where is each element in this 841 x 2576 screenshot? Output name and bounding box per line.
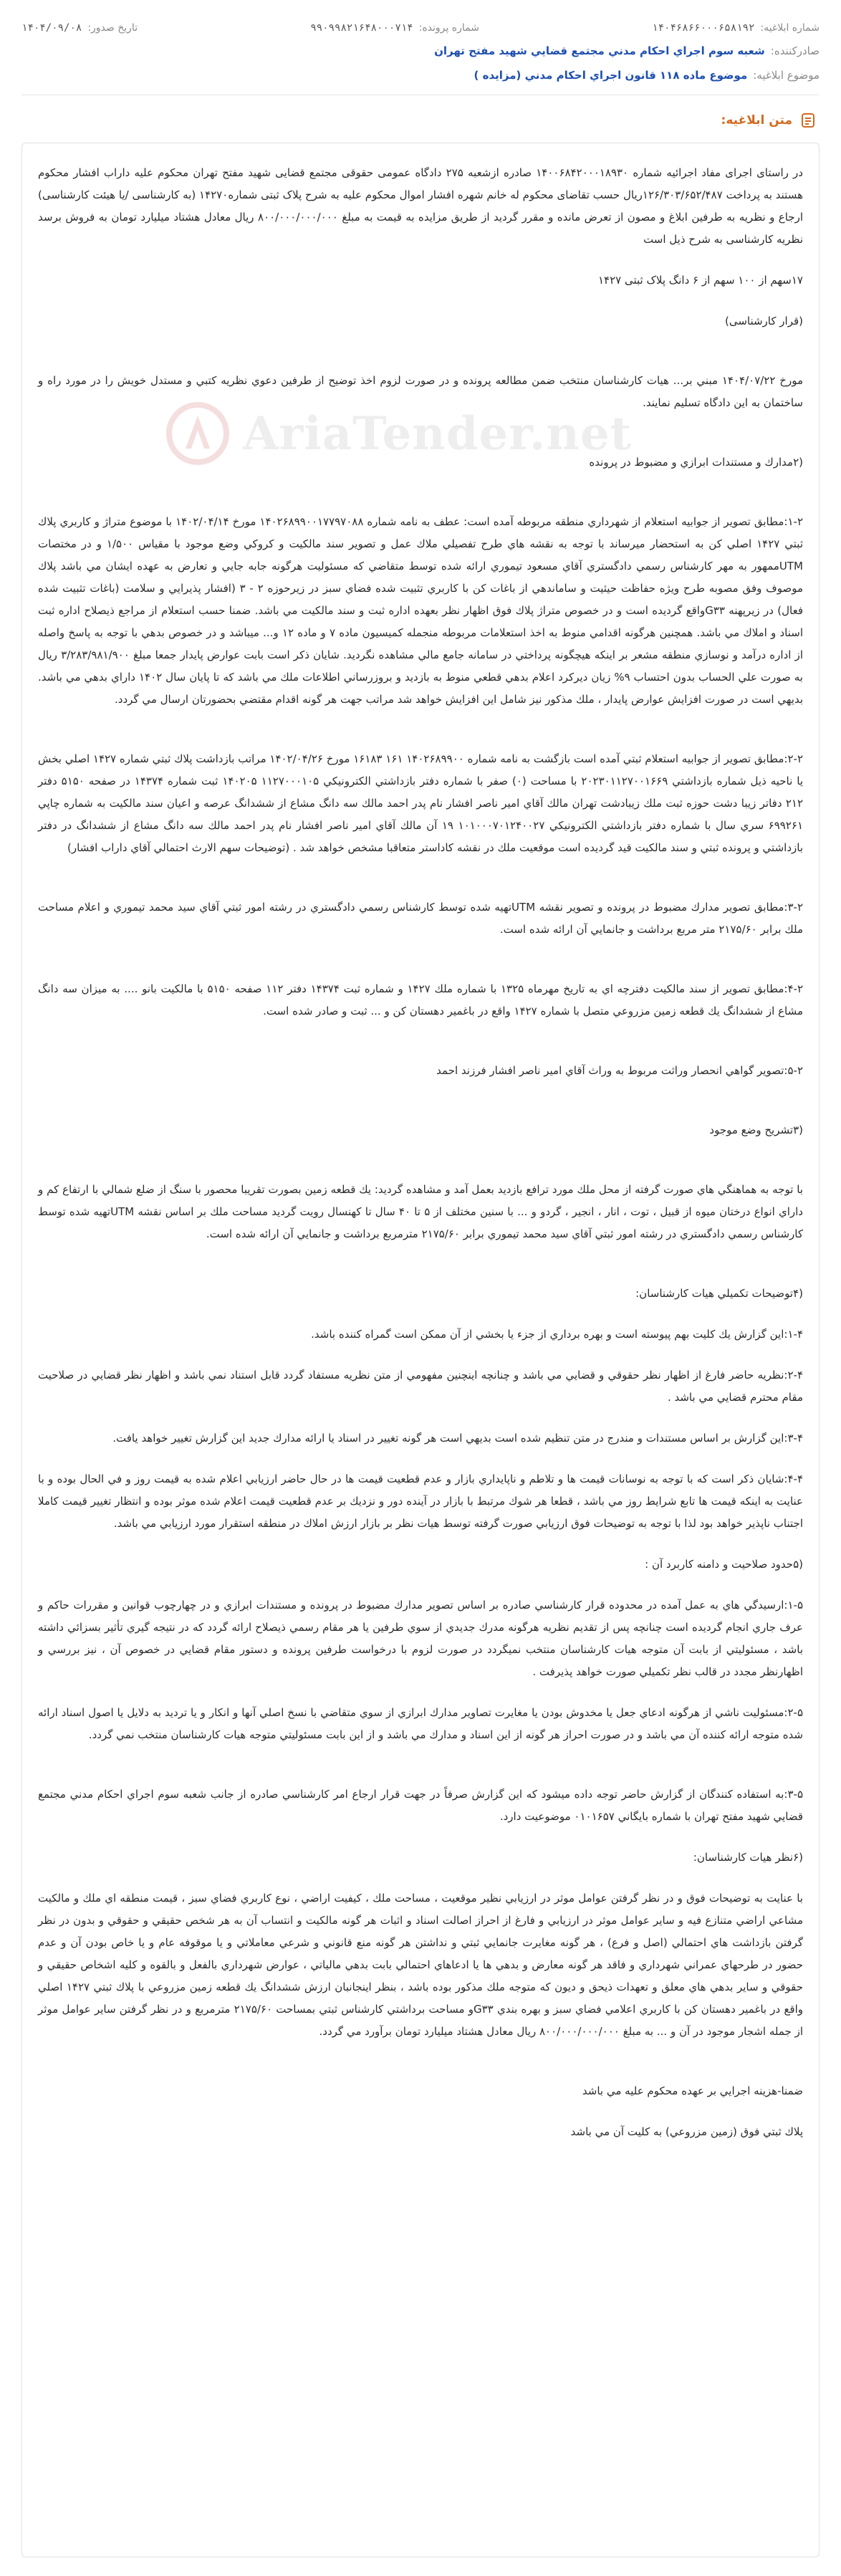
body-paragraph-19: ۱-۵:ارسيدگي هاي به عمل آمده در محدوده قرار كارشناسي صادره بر اساس تصوير مدارك مضبوط در پرونده و مستندات ابرازي و در چهارچوب قوانين و مقررات حاكم و عرف جاري انجام گرديده است چنانچه پس از تقديم نظريه هرگونه مدرك جديدي از سوي طرفين يا هر مقام رسمي ذيصلاح ارائه گردد كه در نتيجه گيري تأثير بسزائي داشته باشد ، مسئوليتي از بابت آن متوجه هيات كارشناسان منتخب نميگردد در صورت لزوم با درخواست طرفين پرونده و دستور مقام قضايي در خصوص آن ، نيز بررسي و اظهارنظر مجدد در قالب نظر تكميلي صورت خواهد پذيرفت . — [38, 1599, 803, 1678]
notice-content — [21, 143, 820, 2557]
subject-row — [21, 63, 820, 87]
issue-date — [21, 22, 138, 34]
body-paragraph-2: ۱۷سهم از ۱۰۰ سهم از ۶ دانگ پلاک ثبتی ۱۴۲۷ — [597, 274, 803, 287]
body-paragraph-23: با عنايت به توضيحات فوق و در نظر گرفتن عوامل موثر در ارزيابي نظير موقعيت ، مساحت ملك ، كيفيت اراضي ، نوع كاربري فضاي سبز ، قيمت منطقه اي ملك و مالكيت مشاعي اراضي متنازع فيه و ساير عوامل موثر در ارزيابي و فارغ از احراز اصالت اسناد و اثبات هر گونه مالكيت و انتساب آن به هر شخص حقيقي و حقوقي و بدون در نظر گرفتن بازداشت هاي احتمالي (اصل و فرع) ، هر گونه مغايرت جانمايي ثبتي و نداشتن هر گونه منع قانوني و شرعي معاملاتي و يا موقوفه عام و يا خاص بودن آن و عدم حضور در طرحهاي عمراني شهرداري و فاقد هر گونه معارض و بدهي ها يا ادعاهاي احتمالي بابت بدهي مالياتي ، عوارض شهرداري بالفعل و بالقوه و كليه اشخاص حقيقي و حقوقي و ساير بدهي هاي معلق و تعهدات ذيحق و ديون كه متوجه ملك مذكور بوده باشد ، بنظر اينجانبان ارزش ششدانگ يك قطعه زمين مزروعي با پلاك ثبتي ۱۴۲۷ اصلي واقع در باغمير دهستان كن با كاربري اعلامي فضاي سبز و بهره بندي G۳۳و مساحت برداشتي كارشناس ثبتي بمساحت ۲۱۷۵/۶۰ مترمربع و در نظر گرفتن ساير عوامل موثر از جمله اشجار موجود در آن و ... به مبلغ ۸۰۰/۰۰۰/۰۰۰/۰۰۰ ريال معادل هشتاد ميليارد تومان برآورد مي گردد. — [38, 1892, 803, 2038]
body-paragraph-16: ۳-۴:اين گزارش بر اساس مستندات و مندرج در متن تنظيم شده است بديهي است هر گونه تغيير در اسناد يا ارائه مدارك جديد اين گزارش تغيير خواهد يافت. — [112, 1432, 803, 1445]
issue-date-value: ۱۴۰۴/۰۹/۰۸ — [21, 22, 82, 34]
section-heading-opinion: (۶نظر هيات كارشناسان: — [693, 1851, 803, 1864]
section-heading-order: (قرار کارشناسی) — [724, 315, 803, 327]
section-heading-status: (۳تشريح وضع موجود — [709, 1124, 803, 1136]
body-paragraph-24: ضمنا-هزينه اجرايي بر عهده محكوم عليه مي باشد — [582, 2084, 803, 2097]
subject-label: موضوع ابلاغیه: — [753, 69, 820, 82]
case-number — [310, 22, 479, 34]
notice-number — [652, 22, 820, 34]
body-paragraph-6: ۱-۲:مطابق تصوير از جوابيه استعلام از شهرداري منطقه مربوطه آمده است: عطف به نامه شماره ۱۴۰۲۶۸۹۹۰۰۱۷۷۹۷۰۸۸ مورخ ۱۴۰۲/۰۴/۱۴ با موضوع متراژ و كاربري پلاك ثبتي ۱۴۲۷ اصلي كن به استحضار ميرساند با توجه به نقشه هاي طرح تفصيلي ملاك عمل و تصوير سند مالكيت و كروكي وضع موجود با مقياس ۱/۵۰۰ و در مختصات UTMممهور به مهر كارشناس رسمي دادگستري آقاي مسعود تيموري ارائه شده توسط متقاضي كه مسئوليت هرگونه جابه جايي و تعارض به عهده ايشان مي باشد پلاك موصوف وفق مصوبه طرح ويژه حفاظت حيثيت و ساماندهي از باغات كن با كاربري تثبيت شده فضاي سبز در زيرحوزه ۲ - ۳ (افشار پذيرايي و سلامت (باغات تثبيت شده فعال) در زيرپهنه G۳۳واقع گرديده است و در خصوص متراژ پلاك فوق اظهار نظر بعهده اداره ثبت و سند مالكيت مي باشد. ضمنا حسب استعلام از مراجع ذيصلاح اداره ثبت اسناد و املاك مي باشد. همچنين هرگونه اقدامي منوط به اخذ استعلامات مربوطه منجمله كميسيون ماده ۷ و ماده ۱۲ و... ميباشد و در خصوص بدهي با توجه به پاسخ واصله از اداره درآمد و نوسازي منطقه مشعر بر اينكه هيچگونه پرداختي در سامانه جامع مالي مشاهده نگرديد. شايان ذكر است بابت عوارض پايدار جمعا مبلغ ۳/۲۸۳/۹۸۱/۹۰۰ ريال به صورت علي الحساب بدون احتساب ۹% زيان ديركرد اعلام بدهي قطعي منوط به بازديد و بروزرساني اطلاعات ملك مي باشد كه تا پايان سال ۱۴۰۲ داراي بدهي مي باشد. بديهي است در صورت افزايش عوارض پايدار ، ملك مذكور نيز شامل اين افزايش خواهد شد مراتب جهت هر گونه اقدام مقتضي بحضورتان ارسال مي گردد. — [38, 515, 803, 706]
notice-title-text: متن ابلاغیه: — [721, 113, 792, 128]
notice-document-icon — [799, 112, 817, 129]
body-paragraph-10: ۵-۲:تصوير گواهي انحصار وراثت مربوط به وراث آقاي امير ناصر افشار فرزند احمد — [436, 1064, 803, 1077]
notice-number-label: شماره ابلاغیه: — [760, 22, 820, 34]
watermark-text: AriaTender.net — [243, 406, 633, 461]
body-paragraph-9: ۴-۲:مطابق تصوير از سند مالكيت دفترچه اي به تاريخ مهرماه ۱۳۲۵ با شماره ملك ۱۴۲۷ و شماره ثبت ۱۴۳۷۴ دفتر ۱۱۲ صفحه ۵۱۵۰ با مالكيت بانو .... به ميزان سه دانگ مشاع از ششدانگ يك قطعه زمين مزروعي متصل با شماره ۱۴۲۷ واقع در باغمير دهستان كن و ... ثبت و صادر شده است. — [38, 982, 803, 1018]
issue-date-label: تاریخ صدور: — [87, 22, 138, 34]
body-paragraph-21: ۳-۵:به استفاده كنندگان از گزارش حاضر توجه داده ميشود كه اين گزارش صرفاً در جهت قرار ارجاع امر كارشناسي صادره از جانب شعبه سوم اجراي احكام مدني مجتمع قضايي شهيد مفتح تهران با شماره بايگاني ۰۱۰۱۶۵۷ موضوعيت دارد. — [38, 1788, 803, 1823]
issuer-row — [21, 39, 820, 63]
notice-title — [21, 107, 820, 134]
body-paragraph-8: ۳-۲:مطابق تصوير مدارك مضبوط در پرونده و تصوير نقشه UTMتهيه شده توسط كارشناس رسمي دادگستري در رشته امور ثبتي آقاي سيد محمد تيموري و اعلام مساحت ملك برابر ۲۱۷۵/۶۰ متر مربع برداشت و جانمايي آن ارائه شده است. — [38, 901, 803, 936]
subject-value: موضوع ماده ۱۱۸ قانون اجراي احکام مدني (مزايده ) — [474, 69, 748, 82]
case-number-label: شماره پرونده: — [418, 22, 479, 34]
body-paragraph-17: ۴-۴:شايان ذكر است كه با توجه به نوسانات قيمت ها و تلاطم و ناپايداري بازار و عدم قطعيت قيمت ها در حال حاضر ارزيابي اعلام شده به قيمت روز و في الحال بوده و با عنايت به اينكه قيمت ها تابع شرايط روز مي باشد ، قطعا هر شوك مرتبط با بازار در آينده دور و نزديك بر عدم قطعيت قيمت اعلام شده موثر بوده و انتظار تغيير قيمت كاملا اجتناب ناپذير خواهد بود لذا با توجه به توضيحات فوق ارزيابي صورت گرفته توسط هيات نظر بر بازار ارزش املاك در منطقه استقرار مورد ارزيابي مي باشد. — [38, 1473, 803, 1530]
body-paragraph-25: پلاك ثبتي فوق (زمين مزروعي) به كليت آن مي باشد — [570, 2125, 803, 2138]
issuer-label: صادرکننده: — [770, 44, 820, 57]
notice-number-value: ۱۴۰۴۶۸۶۶۰۰۰۶۵۸۱۹۲ — [652, 22, 755, 34]
body-paragraph-12: با توجه به هماهنگي هاي صورت گرفته از محل ملك مورد ترافع بازديد بعمل آمد و مشاهده گرديد: يك قطعه زمين بصورت تقريبا محصور با سنگ از ضلع شمالي با ارتفاع كم و داراي انواع درختان ميوه از قبيل ، توت ، انار ، انجير ، گردو و ... با سنين مختلف از ۵ تا ۴۰ سال تا كهنسال رويت گرديد مساحت ملك بر اساس نقشه UTMتهيه شده توسط كارشناس رسمي دادگستري در رشته امور ثبتي آقاي سيد محمد تيموري برابر ۲۱۷۵/۶۰ مترمربع برداشت و جانمايي آن ارائه شده است. — [38, 1183, 803, 1240]
issuer-value: شعبه سوم اجراي احکام مدني مجتمع قضايي شهيد مفتح تهران — [434, 44, 765, 57]
section-heading-documents: (۲مدارك و مستندات ابرازي و مضبوط در پرونده — [589, 456, 803, 469]
body-paragraph-14: ۱-۴:اين گزارش يك كليت بهم پيوسته است و بهره برداري از جزء يا بخشي از آن ممكن است گمراه كننده باشد. — [311, 1328, 803, 1341]
case-number-value: ۹۹۰۹۹۸۲۱۶۴۸۰۰۰۷۱۴ — [310, 22, 413, 34]
section-heading-scope: (۵حدود صلاحيت و دامنه كاربرد آن : — [645, 1558, 803, 1571]
body-paragraph-20: ۲-۵:مسئوليت ناشي از هرگونه ادعاي جعل يا مخدوش بودن يا مغايرت تصاوير مدارك ابرازي از سوي متقاضي با نسخ اصلي آنها و انكار و يا ترديد به دلايل يا اصول اسناد ارائه شده متوجه ارائه كننده آن مي باشد و در صورت احراز هر گونه از اين اسناد و مدارك مي باشد و از اين بابت مسئوليتي متوجه هيات كارشناسان منتخب نمي گردد. — [38, 1706, 803, 1741]
section-heading-notes: (۴توضيحات تكميلي هيات كارشناسان: — [635, 1287, 803, 1300]
body-paragraph-4: مورخ ۱۴۰۴/۰۷/۲۲ مبني بر... هيات كارشناسان منتخب ضمن مطالعه پرونده و در صورت لزوم اخذ توضيح از طرفين دعوي نظريه كتبي و مستدل خويش را در مورد راه و ساختمان به اين دادگاه تسليم نمايند. — [38, 374, 803, 409]
meta-row-top — [21, 17, 820, 39]
body-paragraph-15: ۲-۴:نظريه حاضر فارغ از اظهار نظر حقوقي و قضايي مي باشد و چنانچه اينچنين مفهومي از متن نظريه مستفاد گردد قابل استناد نمي باشد و اظهار نظر قضايي در صلاحيت مقام محترم قضايي مي باشد . — [38, 1369, 803, 1404]
body-paragraph-7: ۲-۲:مطابق تصوير از جوابيه استعلام ثبتي آمده است بازگشت به نامه شماره ۱۴۰۲۶۸۹۹۰۰ ۱۶۱ ۱۶۱۸۳ مورخ ۱۴۰۲/۰۴/۲۶ مراتب بازداشت پلاك ثبتي شماره ۱۴۲۷ اصلي بخش يا ناحيه ذيل شماره بازداشتي ۲۰۲۳۰۱۱۲۷۰۰۱۶۶۹ با مساحت (۰) صفر با شماره دفتر بازداشتي الكترونيكي ۱۱۲۷۰۰۰۱۰۵ ۱۴۰۲۰۵ ثبت شماره ۱۴۳۷۴ در صفحه ۵۱۵۰ دفتر ۲۱۲ دفاتر زيبا دشت حوزه ثبت ملك زيبادشت تهران مالك آقاي امير ناصر افشار نام پدر احمد مالك سه دانگ مشاع از ششدانگ عرصه و اعيان سند مالكيت به شماره چاپي ۶۹۹۲۶۱ سري سال با شماره دفتر بازداشتي الكترونيكي ۱۰۱۰۰۰۷۰۱۲۴۰۰۲۷ ۱۹ آن مالك آقاي امير ناصر افشار نام پدر احمد مالك سه دانگ مشاع از ششدانگ در دفتر بازداشتي و پرونده ثبتي و سند مالكيت قيد گرديده است موقعيت ملك در نقشه كاداستر متعاقبا مشخص خواهد شد . (توضيحات سهم الارث احتمالي آقاي داراب افشار) — [38, 752, 804, 854]
body-paragraph-1: در راستای اجرای مفاد اجرائیه شماره ۱۴۰۰۶۸۴۲۰۰۰۱۸۹۳۰ صادره ازشعبه ۲۷۵ دادگاه عمومی حقوقی مجتمع قضایی شهید مفتح تهران محکوم علیه داراب افشار محکوم هستند به پرداخت ۱۲۶/۳۰۳/۶۵۲/۴۸۷ریال حسب تقاضای محکوم له خانم شهره افشار اموال محکوم علیه به شرح پلاک ثبتی شماره۱۴۲۷۰ (به کارشناسی /یا هیئت کارشناسی) ارجاع و نظریه به طرفین ابلاغ و مصون از تعرض مانده و مقرر گردید از طریق مزایده به قیمت به مبلغ ۸۰۰/۰۰۰/۰۰۰/۰۰۰ ریال معادل هشتاد میلیارد تومان به فروش برسد نظریه کارشناسی به شرح ذیل است — [38, 166, 803, 246]
